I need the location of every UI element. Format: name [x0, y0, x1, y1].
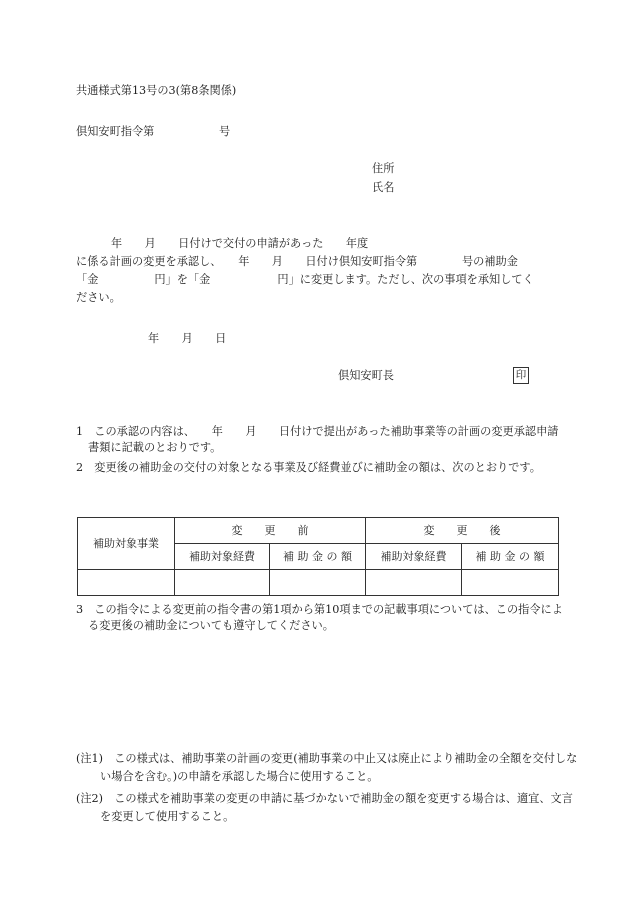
- reference-prefix: 倶知安町指令第: [76, 125, 155, 138]
- before-amount-header: 補 助 金 の 額: [270, 544, 366, 570]
- note-1: (注1) この様式は、補助事業の計画の変更(補助事業の中止又は廃止により補助金の全額を交付しない場合を含む。)の申請を承認した場合に使用すること。: [76, 752, 578, 783]
- before-cost-header: 補助対象経費: [175, 544, 270, 570]
- budget-table: [77, 517, 559, 596]
- address-label: 住所: [372, 162, 395, 175]
- blank-cell: [78, 570, 175, 596]
- item-1: 1 この承認の内容は、 年 月 日付けで提出があった補助事業等の計画の変更承認申請書類に記載のとおりです。: [76, 425, 559, 454]
- seal-box: 印: [513, 367, 529, 384]
- blank-cell: [175, 570, 270, 596]
- after-amount-header: 補 助 金 の 額: [462, 544, 559, 570]
- after-header: 変 更 後: [366, 518, 559, 544]
- name-label: 氏名: [372, 181, 395, 194]
- body-line-3: 「金 円」を「金 円」に変更します。ただし、次の事項を承知してく: [76, 273, 534, 286]
- blank-cell: [270, 570, 366, 596]
- note-2: (注2) この様式を補助事業の変更の申請に基づかないで補助金の額を変更する場合は、適宜、文言を変更して使用すること。: [76, 792, 573, 823]
- item-2: 2 変更後の補助金の交付の対象となる事業及び経費並びに補助金の額は、次のとおりです。: [76, 461, 541, 474]
- item-3: 3 この指令による変更前の指令書の第1項から第10項までの記載事項については、この指令による変更後の補助金についても遵守してください。: [76, 603, 563, 632]
- row-header-cell: 補助対象事業: [78, 518, 175, 570]
- reference-suffix: 号: [219, 125, 231, 138]
- after-cost-header: 補助対象経費: [366, 544, 462, 570]
- issuer-title: 倶知安町長: [338, 369, 394, 382]
- blank-cell: [462, 570, 559, 596]
- blank-cell: [366, 570, 462, 596]
- form-number: 共通様式第13号の3(第8条関係): [76, 84, 237, 97]
- body-line-2: に係る計画の変更を承認し、 年 月 日付け倶知安町指令第 号の補助金: [76, 255, 518, 268]
- issue-date: 年 月 日: [148, 332, 227, 345]
- before-header: 変 更 前: [175, 518, 366, 544]
- body-line-1: 年 月 日付けで交付の申請があった 年度: [111, 237, 369, 250]
- body-line-4: ださい。: [76, 291, 121, 304]
